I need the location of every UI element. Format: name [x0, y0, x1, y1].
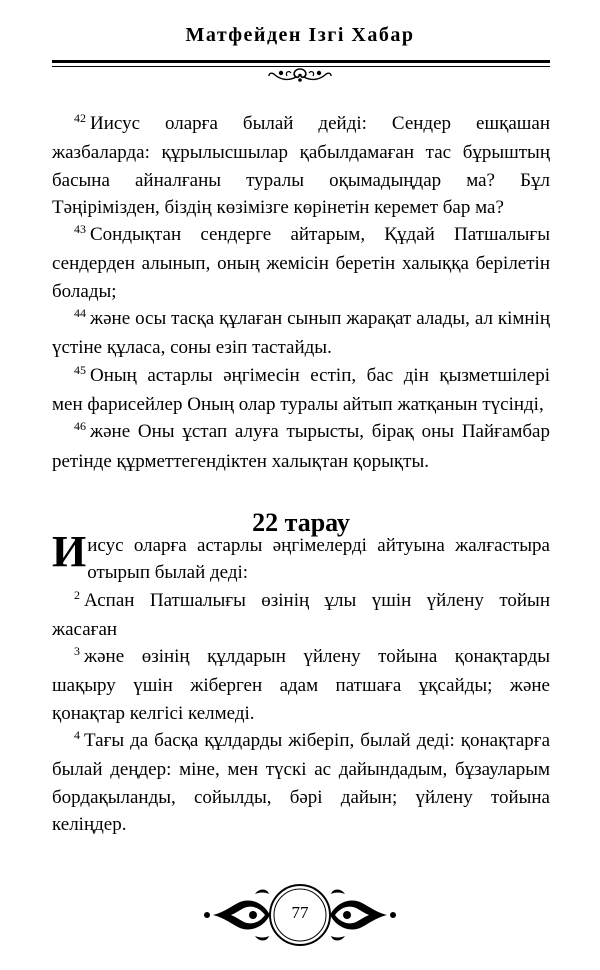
verse-number: 45 [74, 362, 86, 377]
verse-text: Аспан Патшалығы өзінің ұлы үшін үйлену тойын жасаған [52, 589, 550, 640]
header-flourish-ornament [265, 66, 335, 84]
verse-number: 4 [74, 728, 80, 743]
verse-3 [52, 643, 550, 727]
verse-text: және осы тасқа құлаған сынып жарақат алады, ал кімнің үстіне құласа, соны езіп тастайды. [52, 308, 550, 359]
verse-text: және өзінің құлдарын үйлену тойына қонақтарды шақыру үшін жіберген адам патшаға ұқсайды; және қонақтар келгісі келмеді. [52, 646, 550, 724]
chapter-22-text [52, 527, 550, 838]
verse-text: Тағы да басқа құлдарды жіберіп, былай деді: қонақтарға былай деңдер: міне, мен түскі ас дайындадым, бұзауларым бордақыланды, сойылды, бәрі дайын; үйлену тойына келіңдер. [52, 730, 550, 835]
running-title: Матфейден Ізгі Хабар [185, 24, 415, 46]
verse-text: және Оны ұстап алуға тырысты, бірақ оны Пайғамбар ретінде құрметтегендіктен халықтан қорықты. [52, 421, 550, 472]
verse-44 [52, 305, 550, 362]
verse-number: 42 [74, 111, 86, 125]
verse-43 [52, 221, 550, 305]
verse-text: Сондықтан сендерге айтарым, Құдай Патшалығы сендерден алынып, оның жемісін беретін халыққа берілетін болады; [52, 224, 550, 302]
verse-45 [52, 362, 550, 419]
page-number: 77 [291, 903, 309, 922]
verse-number: 43 [74, 222, 86, 237]
verse-number: 3 [74, 644, 80, 659]
verse-number: 46 [74, 419, 86, 434]
verse-text: Иисус оларға былай дейді: Сендер ешқашан жазбаларда: құрылысшылар қабылдамаған тас бұрыштың басына айналғаны туралы оқымадыңдар ма? Бұл Тәңірімізден, біздің көзімізге көрінетін керемет бар ма? [52, 113, 550, 218]
header-rule-thick [52, 60, 550, 63]
verse-text: Оның астарлы әңгімесін естіп, бас дін қызметшілері мен фарисейлер Оның олар туралы айтып жатқанын түсінді, [52, 364, 550, 415]
verse-42 [52, 110, 550, 221]
verse-number: 2 [74, 587, 80, 602]
verse-text: исус оларға астарлы әңгімелерді айтуына жалғастыра отырып былай деді: [87, 535, 550, 584]
chapter-21-ending [52, 110, 550, 475]
verse-1 [52, 527, 550, 587]
drop-cap: И [52, 527, 87, 576]
verse-46 [52, 418, 550, 475]
chapter-title: 22 тарау [252, 508, 350, 537]
verse-2 [52, 587, 550, 644]
verse-4 [52, 727, 550, 838]
verse-number: 44 [74, 306, 86, 321]
